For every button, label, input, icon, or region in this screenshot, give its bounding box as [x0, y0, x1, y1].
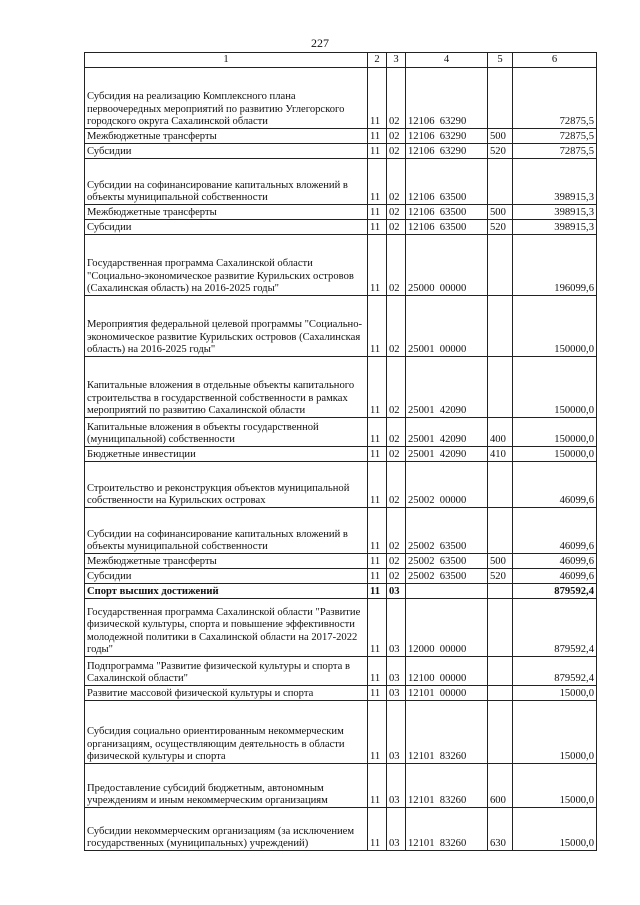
row-section-cell: 11	[368, 68, 387, 129]
row-name-cell: Государственная программа Сахалинской области "Социально-экономическое развитие Курильских островов (Сахалинская область) на 2016-2025 годы"	[85, 235, 368, 296]
row-amount-cell: 398915,3	[513, 205, 597, 220]
row-expense-type-cell	[488, 68, 513, 129]
row-section-cell: 11	[368, 357, 387, 418]
row-expense-type-cell	[488, 508, 513, 554]
row-target-article-cell: 12101 83260	[406, 808, 488, 851]
row-amount-cell: 72875,5	[513, 68, 597, 129]
row-amount-cell: 46099,6	[513, 569, 597, 584]
row-section-cell: 11	[368, 418, 387, 447]
row-amount-cell: 15000,0	[513, 686, 597, 701]
row-section-cell: 11	[368, 569, 387, 584]
row-expense-type-cell: 600	[488, 764, 513, 808]
table-row	[85, 599, 597, 657]
row-amount-cell: 72875,5	[513, 129, 597, 144]
row-section-cell: 11	[368, 686, 387, 701]
row-name-cell: Капитальные вложения в отдельные объекты капитального строительства в государственной собственности в рамках мероприятий по развитию Сахалинской области	[85, 357, 368, 418]
row-subsection-cell: 02	[387, 296, 406, 357]
column-header-4: 4	[406, 53, 488, 68]
column-header-1: 1	[85, 53, 368, 68]
row-amount-cell: 879592,4	[513, 657, 597, 686]
row-section-cell: 11	[368, 701, 387, 764]
row-amount-cell: 879592,4	[513, 599, 597, 657]
row-target-article-cell: 12106 63290	[406, 129, 488, 144]
table-row	[85, 657, 597, 686]
row-name-cell: Строительство и реконструкция объектов муниципальной собственности на Курильских островах	[85, 462, 368, 508]
table-row	[85, 584, 597, 599]
row-subsection-cell: 02	[387, 462, 406, 508]
row-target-article-cell: 12000 00000	[406, 599, 488, 657]
row-amount-cell: 46099,6	[513, 508, 597, 554]
row-amount-cell: 150000,0	[513, 418, 597, 447]
row-section-cell: 11	[368, 764, 387, 808]
row-expense-type-cell	[488, 462, 513, 508]
table-row	[85, 357, 597, 418]
row-subsection-cell: 03	[387, 584, 406, 599]
table-row	[85, 462, 597, 508]
row-name-cell: Субсидии	[85, 144, 368, 159]
row-section-cell: 11	[368, 554, 387, 569]
row-target-article-cell: 12100 00000	[406, 657, 488, 686]
table-row	[85, 569, 597, 584]
table-row	[85, 235, 597, 296]
row-target-article-cell: 25002 00000	[406, 462, 488, 508]
row-expense-type-cell: 410	[488, 447, 513, 462]
row-target-article-cell: 25001 42090	[406, 447, 488, 462]
row-subsection-cell: 03	[387, 701, 406, 764]
row-section-cell: 11	[368, 447, 387, 462]
table-row	[85, 686, 597, 701]
row-amount-cell: 15000,0	[513, 764, 597, 808]
table-row	[85, 508, 597, 554]
row-name-cell: Субсидии	[85, 220, 368, 235]
row-target-article-cell: 25002 63500	[406, 508, 488, 554]
table-row	[85, 129, 597, 144]
row-section-cell: 11	[368, 205, 387, 220]
row-name-cell: Спорт высших достижений	[85, 584, 368, 599]
row-amount-cell: 15000,0	[513, 808, 597, 851]
row-target-article-cell: 12106 63290	[406, 144, 488, 159]
row-expense-type-cell: 630	[488, 808, 513, 851]
row-expense-type-cell	[488, 357, 513, 418]
row-expense-type-cell: 520	[488, 144, 513, 159]
row-expense-type-cell: 520	[488, 220, 513, 235]
row-target-article-cell: 25002 63500	[406, 569, 488, 584]
row-section-cell: 11	[368, 159, 387, 205]
row-expense-type-cell	[488, 584, 513, 599]
column-header-3: 3	[387, 53, 406, 68]
row-expense-type-cell	[488, 599, 513, 657]
row-expense-type-cell: 520	[488, 569, 513, 584]
row-name-cell: Мероприятия федеральной целевой программы "Социально-экономическое развитие Курильских островов (Сахалинская область) на 2016-2025 годы"	[85, 296, 368, 357]
row-section-cell: 11	[368, 129, 387, 144]
row-section-cell: 11	[368, 462, 387, 508]
table-row	[85, 205, 597, 220]
row-name-cell: Субсидии на софинансирование капитальных вложений в объекты муниципальной собственности	[85, 159, 368, 205]
row-name-cell: Подпрограмма "Развитие физической культуры и спорта в Сахалинской области"	[85, 657, 368, 686]
row-name-cell: Межбюджетные трансферты	[85, 129, 368, 144]
header-row	[85, 53, 597, 68]
row-amount-cell: 46099,6	[513, 554, 597, 569]
row-expense-type-cell: 500	[488, 129, 513, 144]
row-expense-type-cell: 400	[488, 418, 513, 447]
budget-table	[84, 52, 597, 851]
row-name-cell: Межбюджетные трансферты	[85, 205, 368, 220]
table-row	[85, 68, 597, 129]
row-expense-type-cell	[488, 657, 513, 686]
row-target-article-cell: 12101 83260	[406, 701, 488, 764]
table-row	[85, 144, 597, 159]
column-header-6: 6	[513, 53, 597, 68]
row-amount-cell: 150000,0	[513, 296, 597, 357]
table-row	[85, 159, 597, 205]
table-row	[85, 220, 597, 235]
row-target-article-cell: 12106 63500	[406, 220, 488, 235]
row-section-cell: 11	[368, 144, 387, 159]
row-expense-type-cell	[488, 701, 513, 764]
row-name-cell: Государственная программа Сахалинской области "Развитие физической культуры, спорта и повышение эффективности молодежной политики в Сахалинской области на 2017-2022 годы"	[85, 599, 368, 657]
row-section-cell: 11	[368, 584, 387, 599]
row-amount-cell: 398915,3	[513, 159, 597, 205]
row-name-cell: Субсидии	[85, 569, 368, 584]
row-subsection-cell: 03	[387, 599, 406, 657]
row-name-cell: Субсидии некоммерческим организациям (за исключением государственных (муниципальных) учреждений)	[85, 808, 368, 851]
row-amount-cell: 15000,0	[513, 701, 597, 764]
row-subsection-cell: 02	[387, 554, 406, 569]
row-target-article-cell: 25001 42090	[406, 357, 488, 418]
row-name-cell: Субсидия социально ориентированным некоммерческим организациям, осуществляющим деятельность в области физической культуры и спорта	[85, 701, 368, 764]
page-number: 227	[311, 36, 329, 50]
row-name-cell: Развитие массовой физической культуры и спорта	[85, 686, 368, 701]
row-subsection-cell: 03	[387, 657, 406, 686]
row-section-cell: 11	[368, 296, 387, 357]
row-target-article-cell: 12101 83260	[406, 764, 488, 808]
row-section-cell: 11	[368, 235, 387, 296]
row-section-cell: 11	[368, 657, 387, 686]
row-target-article-cell: 12106 63500	[406, 205, 488, 220]
row-subsection-cell: 02	[387, 220, 406, 235]
column-header-2: 2	[368, 53, 387, 68]
row-subsection-cell: 03	[387, 686, 406, 701]
row-name-cell: Капитальные вложения в объекты государственной (муниципальной) собственности	[85, 418, 368, 447]
row-expense-type-cell	[488, 159, 513, 205]
row-expense-type-cell	[488, 686, 513, 701]
row-subsection-cell: 02	[387, 569, 406, 584]
row-amount-cell: 150000,0	[513, 447, 597, 462]
row-target-article-cell: 25002 63500	[406, 554, 488, 569]
row-name-cell: Бюджетные инвестиции	[85, 447, 368, 462]
row-amount-cell: 150000,0	[513, 357, 597, 418]
row-subsection-cell: 02	[387, 144, 406, 159]
row-expense-type-cell: 500	[488, 205, 513, 220]
row-subsection-cell: 02	[387, 357, 406, 418]
row-subsection-cell: 02	[387, 508, 406, 554]
row-section-cell: 11	[368, 220, 387, 235]
row-subsection-cell: 03	[387, 764, 406, 808]
row-subsection-cell: 02	[387, 235, 406, 296]
column-header-5: 5	[488, 53, 513, 68]
row-amount-cell: 879592,4	[513, 584, 597, 599]
row-subsection-cell: 02	[387, 68, 406, 129]
row-subsection-cell: 02	[387, 129, 406, 144]
row-name-cell: Субсидии на софинансирование капитальных вложений в объекты муниципальной собственности	[85, 508, 368, 554]
row-target-article-cell	[406, 584, 488, 599]
row-target-article-cell: 12101 00000	[406, 686, 488, 701]
row-section-cell: 11	[368, 808, 387, 851]
table-row	[85, 701, 597, 764]
row-target-article-cell: 25000 00000	[406, 235, 488, 296]
row-target-article-cell: 25001 42090	[406, 418, 488, 447]
row-section-cell: 11	[368, 599, 387, 657]
table-row	[85, 447, 597, 462]
table-row	[85, 808, 597, 851]
table-row	[85, 418, 597, 447]
row-name-cell: Субсидия на реализацию Комплексного плана первоочередных мероприятий по развитию Углегорского городского округа Сахалинской области	[85, 68, 368, 129]
table-row	[85, 554, 597, 569]
row-amount-cell: 196099,6	[513, 235, 597, 296]
row-subsection-cell: 02	[387, 447, 406, 462]
row-expense-type-cell	[488, 235, 513, 296]
row-subsection-cell: 02	[387, 205, 406, 220]
row-target-article-cell: 12106 63500	[406, 159, 488, 205]
table-row	[85, 764, 597, 808]
row-subsection-cell: 02	[387, 418, 406, 447]
row-name-cell: Межбюджетные трансферты	[85, 554, 368, 569]
row-name-cell: Предоставление субсидий бюджетным, автономным учреждениям и иным некоммерческим организациям	[85, 764, 368, 808]
row-section-cell: 11	[368, 508, 387, 554]
row-expense-type-cell	[488, 296, 513, 357]
row-target-article-cell: 25001 00000	[406, 296, 488, 357]
row-expense-type-cell: 500	[488, 554, 513, 569]
row-amount-cell: 398915,3	[513, 220, 597, 235]
row-subsection-cell: 02	[387, 159, 406, 205]
row-subsection-cell: 03	[387, 808, 406, 851]
row-target-article-cell: 12106 63290	[406, 68, 488, 129]
row-amount-cell: 46099,6	[513, 462, 597, 508]
row-amount-cell: 72875,5	[513, 144, 597, 159]
table-row	[85, 296, 597, 357]
